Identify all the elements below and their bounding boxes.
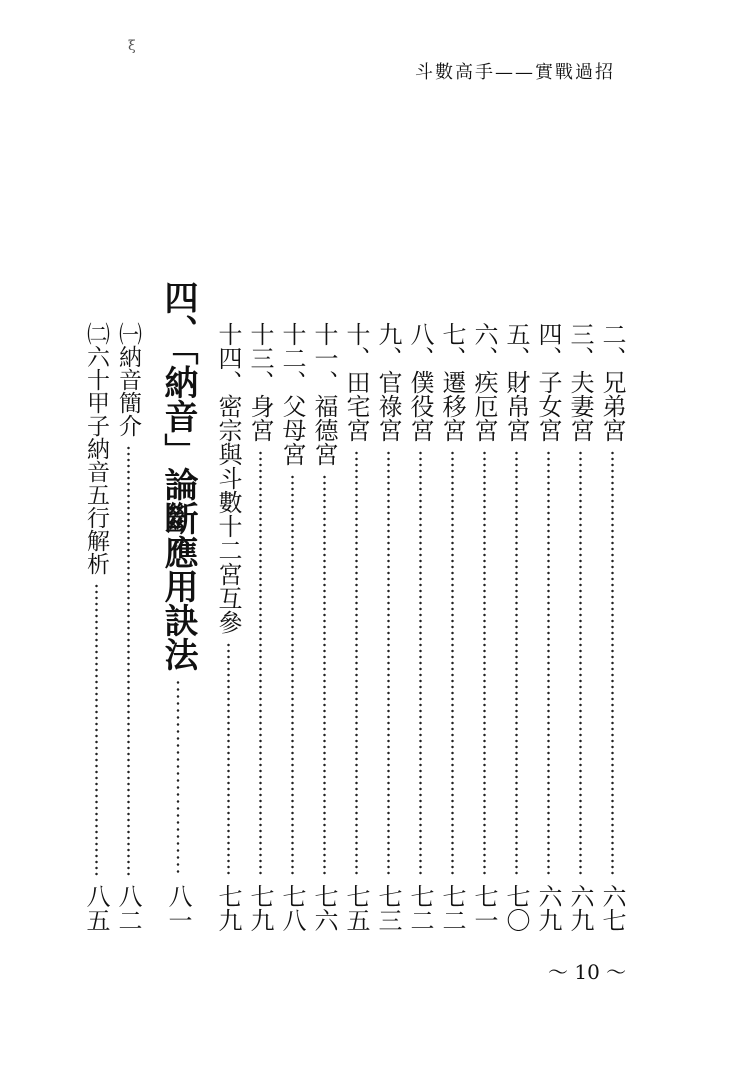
toc-entry-title: 六、疾厄宮 bbox=[470, 322, 498, 442]
toc-section bbox=[156, 280, 200, 932]
toc-entry bbox=[340, 322, 372, 932]
toc-entry bbox=[404, 322, 436, 932]
toc-entry bbox=[212, 322, 244, 932]
dot-leader bbox=[259, 450, 262, 876]
dot-leader bbox=[95, 583, 98, 876]
toc-entry bbox=[308, 322, 340, 932]
toc-entry-page: 七九 bbox=[214, 884, 242, 932]
toc-entry-page: 七九 bbox=[246, 884, 274, 932]
toc-entry-page: 七一 bbox=[470, 884, 498, 932]
toc-entry-title: 十、田宅宮 bbox=[342, 322, 370, 442]
toc-entry-title: 十四、密宗與斗數十二宮互參 bbox=[214, 322, 242, 634]
toc-entry bbox=[596, 322, 628, 932]
toc-entry-title: 五、財帛宮 bbox=[502, 322, 530, 442]
toc-entry bbox=[276, 322, 308, 932]
toc-section-page: 八一 bbox=[164, 884, 192, 932]
corner-mark: ξ bbox=[128, 38, 136, 54]
toc-subentry-page: 八五 bbox=[82, 884, 110, 932]
dot-leader bbox=[291, 474, 294, 876]
toc-entry-page: 七〇 bbox=[502, 884, 530, 932]
toc-section-title: 四、「納音」論斷應用訣法 bbox=[158, 280, 198, 671]
toc-subentry-page: 八二 bbox=[114, 884, 142, 932]
toc-entry bbox=[500, 322, 532, 932]
toc-entry-title: 八、僕役宮 bbox=[406, 322, 434, 442]
toc-subentry bbox=[80, 322, 112, 932]
toc-entry-title: 十三、身宮 bbox=[246, 322, 274, 442]
dot-leader bbox=[483, 450, 486, 876]
toc-entry-page: 七五 bbox=[342, 884, 370, 932]
toc-entry bbox=[564, 322, 596, 932]
page-number: ～ 10 ～ bbox=[548, 960, 627, 984]
dot-leader bbox=[547, 450, 550, 876]
toc-entry-page: 六九 bbox=[534, 884, 562, 932]
dot-leader bbox=[227, 642, 230, 876]
toc-entry bbox=[436, 322, 468, 932]
running-header: 斗數高手——實戰過招 bbox=[415, 62, 615, 83]
toc-entry-page: 六九 bbox=[566, 884, 594, 932]
dot-leader bbox=[611, 450, 614, 876]
dot-leader bbox=[515, 450, 518, 876]
toc-entry bbox=[372, 322, 404, 932]
toc-entry-title: 十二、父母宮 bbox=[278, 322, 306, 466]
toc-entry-title: 九、官祿宮 bbox=[374, 322, 402, 442]
toc-entry bbox=[532, 322, 564, 932]
toc-entry bbox=[468, 322, 500, 932]
toc-subentry bbox=[112, 322, 144, 932]
toc-entry-title: 二、兄弟宮 bbox=[598, 322, 626, 442]
toc-entry bbox=[244, 322, 276, 932]
dot-leader bbox=[323, 474, 326, 876]
dot-leader bbox=[127, 445, 130, 876]
dot-leader bbox=[176, 679, 180, 876]
dot-leader bbox=[387, 450, 390, 876]
toc-entry-page: 六七 bbox=[598, 884, 626, 932]
toc-entry-page: 七八 bbox=[278, 884, 306, 932]
toc-entry-title: 十一、福德宮 bbox=[310, 322, 338, 466]
toc-entry-page: 七六 bbox=[310, 884, 338, 932]
toc-entry-title: 四、子女宮 bbox=[534, 322, 562, 442]
toc-entry-page: 七二 bbox=[438, 884, 466, 932]
dot-leader bbox=[355, 450, 358, 876]
dot-leader bbox=[419, 450, 422, 876]
toc-subentry-title: ㈠納音簡介 bbox=[115, 322, 141, 437]
dot-leader bbox=[451, 450, 454, 876]
column-gap bbox=[144, 322, 152, 932]
toc-subentry-title: ㈡六十甲子納音五行解析 bbox=[83, 322, 109, 575]
dot-leader bbox=[579, 450, 582, 876]
toc-entry-page: 七三 bbox=[374, 884, 402, 932]
toc-entry-title: 三、夫妻宮 bbox=[566, 322, 594, 442]
column-gap bbox=[204, 322, 212, 932]
toc-entry-title: 七、遷移宮 bbox=[438, 322, 466, 442]
table-of-contents bbox=[80, 280, 628, 932]
toc-entry-page: 七二 bbox=[406, 884, 434, 932]
